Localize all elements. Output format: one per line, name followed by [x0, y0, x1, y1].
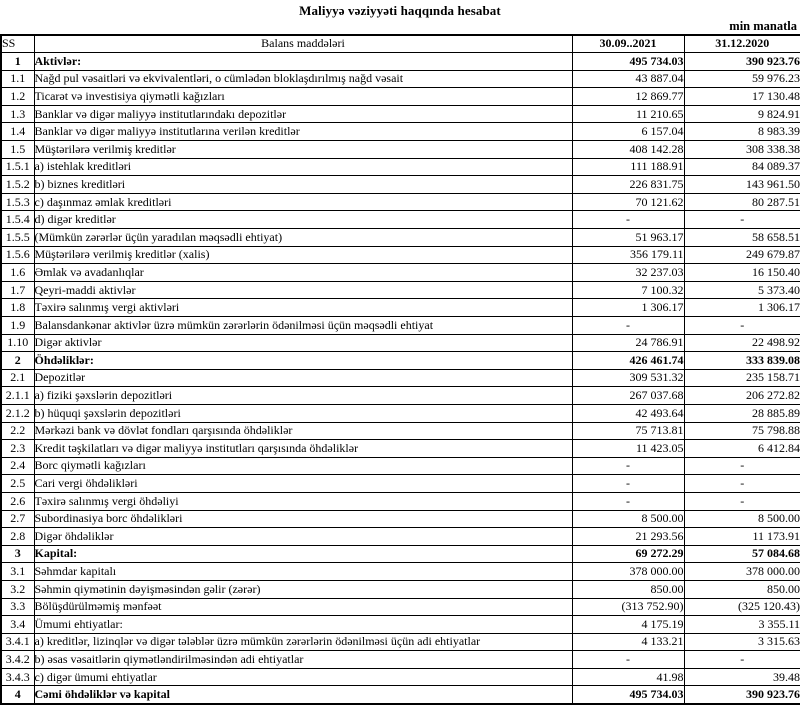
table-row [1, 141, 800, 159]
table-row [1, 404, 800, 422]
row-value-period1: 6 157.04 [572, 123, 684, 141]
row-item-label: Kapital: [34, 545, 572, 563]
table-row [1, 299, 800, 317]
row-value-period2: 308 338.38 [684, 141, 800, 159]
row-item-label: Qeyri-maddi aktivlər [34, 281, 572, 299]
table-row [1, 229, 800, 247]
row-ss-number: 1.5.2 [1, 176, 34, 194]
row-value-period1: 70 121.62 [572, 193, 684, 211]
row-ss-number: 3.2 [1, 580, 34, 598]
table-row [1, 246, 800, 264]
row-ss-number: 1.10 [1, 334, 34, 352]
row-item-label: a) kreditlər, lizinqlər və digər tələblər üzrə mümkün zərərlərin ödənilməsi üçün adi ehtiyatlar [34, 633, 572, 651]
row-ss-number: 2.1 [1, 369, 34, 387]
row-ss-number: 2.3 [1, 440, 34, 458]
row-value-period1: 4 175.19 [572, 616, 684, 634]
table-row [1, 88, 800, 106]
table-row [1, 70, 800, 88]
row-item-label: a) fiziki şəxslərin depozitləri [34, 387, 572, 405]
table-header-row [1, 35, 800, 53]
row-item-label: Ticarət və investisiya qiymətli kağızları [34, 88, 572, 106]
row-value-period1: 426 461.74 [572, 352, 684, 370]
row-value-period1: 111 188.91 [572, 158, 684, 176]
row-value-period2: 206 272.82 [684, 387, 800, 405]
row-item-label: Cəmi öhdəliklər və kapital [34, 686, 572, 704]
row-value-period1: - [572, 317, 684, 335]
row-value-period2: (325 120.43) [684, 598, 800, 616]
row-value-period1: - [572, 211, 684, 229]
row-ss-number: 2.7 [1, 510, 34, 528]
row-value-period1: 21 293.56 [572, 528, 684, 546]
row-value-period2: 3 315.63 [684, 633, 800, 651]
table-row [1, 510, 800, 528]
row-item-label: Müştərilərə verilmiş kreditlər (xalis) [34, 246, 572, 264]
row-ss-number: 3 [1, 545, 34, 563]
row-value-period1: 24 786.91 [572, 334, 684, 352]
row-value-period1: 495 734.03 [572, 53, 684, 71]
table-row [1, 281, 800, 299]
row-item-label: Digər aktivlər [34, 334, 572, 352]
column-header-period1: 30.09..2021 [572, 35, 684, 53]
row-ss-number: 1.2 [1, 88, 34, 106]
row-value-period1: - [572, 475, 684, 493]
page-title: Maliyyə vəziyyəti haqqında hesabat [299, 3, 501, 18]
row-item-label: a) istehlak kreditləri [34, 158, 572, 176]
row-value-period2: 850.00 [684, 580, 800, 598]
row-value-period1: 356 179.11 [572, 246, 684, 264]
row-ss-number: 3.3 [1, 598, 34, 616]
balance-sheet-table [0, 34, 800, 705]
table-row [1, 369, 800, 387]
table-row [1, 264, 800, 282]
table-row [1, 176, 800, 194]
table-row [1, 563, 800, 581]
row-value-period2: 28 885.89 [684, 404, 800, 422]
row-item-label: (Mümkün zərərlər üçün yaradılan məqsədli ehtiyat) [34, 229, 572, 247]
row-item-label: Depozitlər [34, 369, 572, 387]
row-value-period1: (313 752.90) [572, 598, 684, 616]
row-value-period1: 41.98 [572, 668, 684, 686]
row-value-period1: 408 142.28 [572, 141, 684, 159]
table-row [1, 633, 800, 651]
row-value-period1: 75 713.81 [572, 422, 684, 440]
row-ss-number: 1 [1, 53, 34, 71]
row-value-period2: - [684, 475, 800, 493]
row-ss-number: 2.6 [1, 492, 34, 510]
table-row [1, 193, 800, 211]
row-item-label: Təxirə salınmış vergi öhdəliyi [34, 492, 572, 510]
table-row [1, 317, 800, 335]
row-value-period1: 7 100.32 [572, 281, 684, 299]
row-value-period2: - [684, 457, 800, 475]
row-ss-number: 2.1.1 [1, 387, 34, 405]
row-ss-number: 2.5 [1, 475, 34, 493]
row-ss-number: 2 [1, 352, 34, 370]
row-item-label: Ümumi ehtiyatlar: [34, 616, 572, 634]
table-row [1, 334, 800, 352]
row-ss-number: 1.1 [1, 70, 34, 88]
row-value-period2: 3 355.11 [684, 616, 800, 634]
row-value-period2: 235 158.71 [684, 369, 800, 387]
row-ss-number: 1.8 [1, 299, 34, 317]
row-value-period2: 1 306.17 [684, 299, 800, 317]
row-item-label: Nağd pul vəsaitləri və ekvivalentləri, o cümlədən bloklaşdırılmış nağd vəsait [34, 70, 572, 88]
table-row [1, 123, 800, 141]
table-body [1, 53, 800, 704]
row-ss-number: 2.4 [1, 457, 34, 475]
row-value-period2: 16 150.40 [684, 264, 800, 282]
row-value-period2: 143 961.50 [684, 176, 800, 194]
table-row [1, 598, 800, 616]
column-header-item: Balans maddələri [34, 35, 572, 53]
row-item-label: Borc qiymətli kağızları [34, 457, 572, 475]
row-item-label: Balansdankənar aktivlər üzrə mümkün zərərlərin ödənilməsi üçün məqsədli ehtiyat [34, 317, 572, 335]
table-row [1, 105, 800, 123]
row-value-period2: 390 923.76 [684, 53, 800, 71]
table-row [1, 616, 800, 634]
row-ss-number: 1.5 [1, 141, 34, 159]
row-ss-number: 1.5.1 [1, 158, 34, 176]
table-row [1, 387, 800, 405]
row-value-period2: 58 658.51 [684, 229, 800, 247]
table-row [1, 422, 800, 440]
row-value-period1: 4 133.21 [572, 633, 684, 651]
row-ss-number: 3.1 [1, 563, 34, 581]
row-value-period2: - [684, 317, 800, 335]
row-item-label: Aktivlər: [34, 53, 572, 71]
row-item-label: b) hüquqi şəxslərin depozitləri [34, 404, 572, 422]
row-value-period2: 333 839.08 [684, 352, 800, 370]
table-row [1, 668, 800, 686]
row-ss-number: 2.8 [1, 528, 34, 546]
row-ss-number: 1.5.4 [1, 211, 34, 229]
row-item-label: Səhmin qiymətinin dəyişməsindən gəlir (zərər) [34, 580, 572, 598]
row-ss-number: 1.4 [1, 123, 34, 141]
row-value-period2: 8 500.00 [684, 510, 800, 528]
row-value-period1: 378 000.00 [572, 563, 684, 581]
row-value-period2: 5 373.40 [684, 281, 800, 299]
row-value-period2: 249 679.87 [684, 246, 800, 264]
row-value-period1: - [572, 492, 684, 510]
table-row [1, 53, 800, 71]
row-value-period1: 1 306.17 [572, 299, 684, 317]
row-item-label: b) əsas vəsaitlərin qiymətləndirilməsindən adi ehtiyatlar [34, 651, 572, 669]
row-item-label: Mərkəzi bank və dövlət fondları qarşısında öhdəliklər [34, 422, 572, 440]
row-value-period1: 43 887.04 [572, 70, 684, 88]
row-value-period1: 42 493.64 [572, 404, 684, 422]
row-value-period1: 267 037.68 [572, 387, 684, 405]
row-value-period2: - [684, 211, 800, 229]
row-value-period1: 495 734.03 [572, 686, 684, 704]
row-ss-number: 1.3 [1, 105, 34, 123]
row-item-label: Müştərilərə verilmiş kreditlər [34, 141, 572, 159]
row-item-label: Banklar və digər maliyyə institutlarına verilən kreditlər [34, 123, 572, 141]
row-value-period1: 11 423.05 [572, 440, 684, 458]
row-value-period2: - [684, 651, 800, 669]
table-row [1, 457, 800, 475]
table-row [1, 440, 800, 458]
row-value-period2: 22 498.92 [684, 334, 800, 352]
table-row [1, 475, 800, 493]
row-value-period1: 51 963.17 [572, 229, 684, 247]
row-ss-number: 1.5.5 [1, 229, 34, 247]
row-value-period1: - [572, 457, 684, 475]
row-item-label: Öhdəliklər: [34, 352, 572, 370]
row-ss-number: 3.4.3 [1, 668, 34, 686]
row-value-period2: 39.48 [684, 668, 800, 686]
row-item-label: Banklar və digər maliyyə institutlarındakı depozitlər [34, 105, 572, 123]
table-row [1, 492, 800, 510]
row-item-label: c) digər ümumi ehtiyatlar [34, 668, 572, 686]
row-item-label: Digər öhdəliklər [34, 528, 572, 546]
table-row [1, 211, 800, 229]
row-value-period1: - [572, 651, 684, 669]
row-ss-number: 1.6 [1, 264, 34, 282]
row-value-period2: 378 000.00 [684, 563, 800, 581]
row-value-period1: 11 210.65 [572, 105, 684, 123]
row-value-period1: 32 237.03 [572, 264, 684, 282]
row-value-period1: 850.00 [572, 580, 684, 598]
row-value-period2: 390 923.76 [684, 686, 800, 704]
row-value-period2: 9 824.91 [684, 105, 800, 123]
row-item-label: Bölüşdürülməmiş mənfəət [34, 598, 572, 616]
row-value-period2: 8 983.39 [684, 123, 800, 141]
table-row [1, 651, 800, 669]
row-value-period2: 17 130.48 [684, 88, 800, 106]
row-value-period2: 80 287.51 [684, 193, 800, 211]
row-value-period2: - [684, 492, 800, 510]
row-item-label: d) digər kreditlər [34, 211, 572, 229]
row-value-period1: 226 831.75 [572, 176, 684, 194]
row-item-label: Əmlak və avadanlıqlar [34, 264, 572, 282]
row-ss-number: 1.5.3 [1, 193, 34, 211]
row-value-period2: 57 084.68 [684, 545, 800, 563]
row-ss-number: 3.4 [1, 616, 34, 634]
table-row [1, 580, 800, 598]
column-header-period2: 31.12.2020 [684, 35, 800, 53]
row-ss-number: 4 [1, 686, 34, 704]
row-value-period2: 11 173.91 [684, 528, 800, 546]
row-ss-number: 2.1.2 [1, 404, 34, 422]
row-item-label: Kredit təşkilatları və digər maliyyə institutları qarşısında öhdəliklər [34, 440, 572, 458]
row-item-label: Subordinasiya borc öhdəlikləri [34, 510, 572, 528]
row-item-label: Təxirə salınmış vergi aktivləri [34, 299, 572, 317]
table-row [1, 528, 800, 546]
unit-label: min manatla [729, 19, 797, 33]
row-value-period2: 6 412.84 [684, 440, 800, 458]
row-value-period1: 8 500.00 [572, 510, 684, 528]
row-value-period2: 75 798.88 [684, 422, 800, 440]
column-header-ss: SS [1, 35, 34, 53]
row-ss-number: 1.7 [1, 281, 34, 299]
row-value-period1: 69 272.29 [572, 545, 684, 563]
row-ss-number: 3.4.2 [1, 651, 34, 669]
row-item-label: Səhmdar kapitalı [34, 563, 572, 581]
row-ss-number: 1.9 [1, 317, 34, 335]
row-ss-number: 2.2 [1, 422, 34, 440]
row-value-period2: 59 976.23 [684, 70, 800, 88]
row-value-period2: 84 089.37 [684, 158, 800, 176]
table-row [1, 545, 800, 563]
row-item-label: Cari vergi öhdəlikləri [34, 475, 572, 493]
row-value-period1: 309 531.32 [572, 369, 684, 387]
row-value-period1: 12 869.77 [572, 88, 684, 106]
row-ss-number: 1.5.6 [1, 246, 34, 264]
row-item-label: c) daşınmaz əmlak kreditləri [34, 193, 572, 211]
table-row [1, 352, 800, 370]
row-item-label: b) biznes kreditləri [34, 176, 572, 194]
row-ss-number: 3.4.1 [1, 633, 34, 651]
table-row [1, 158, 800, 176]
